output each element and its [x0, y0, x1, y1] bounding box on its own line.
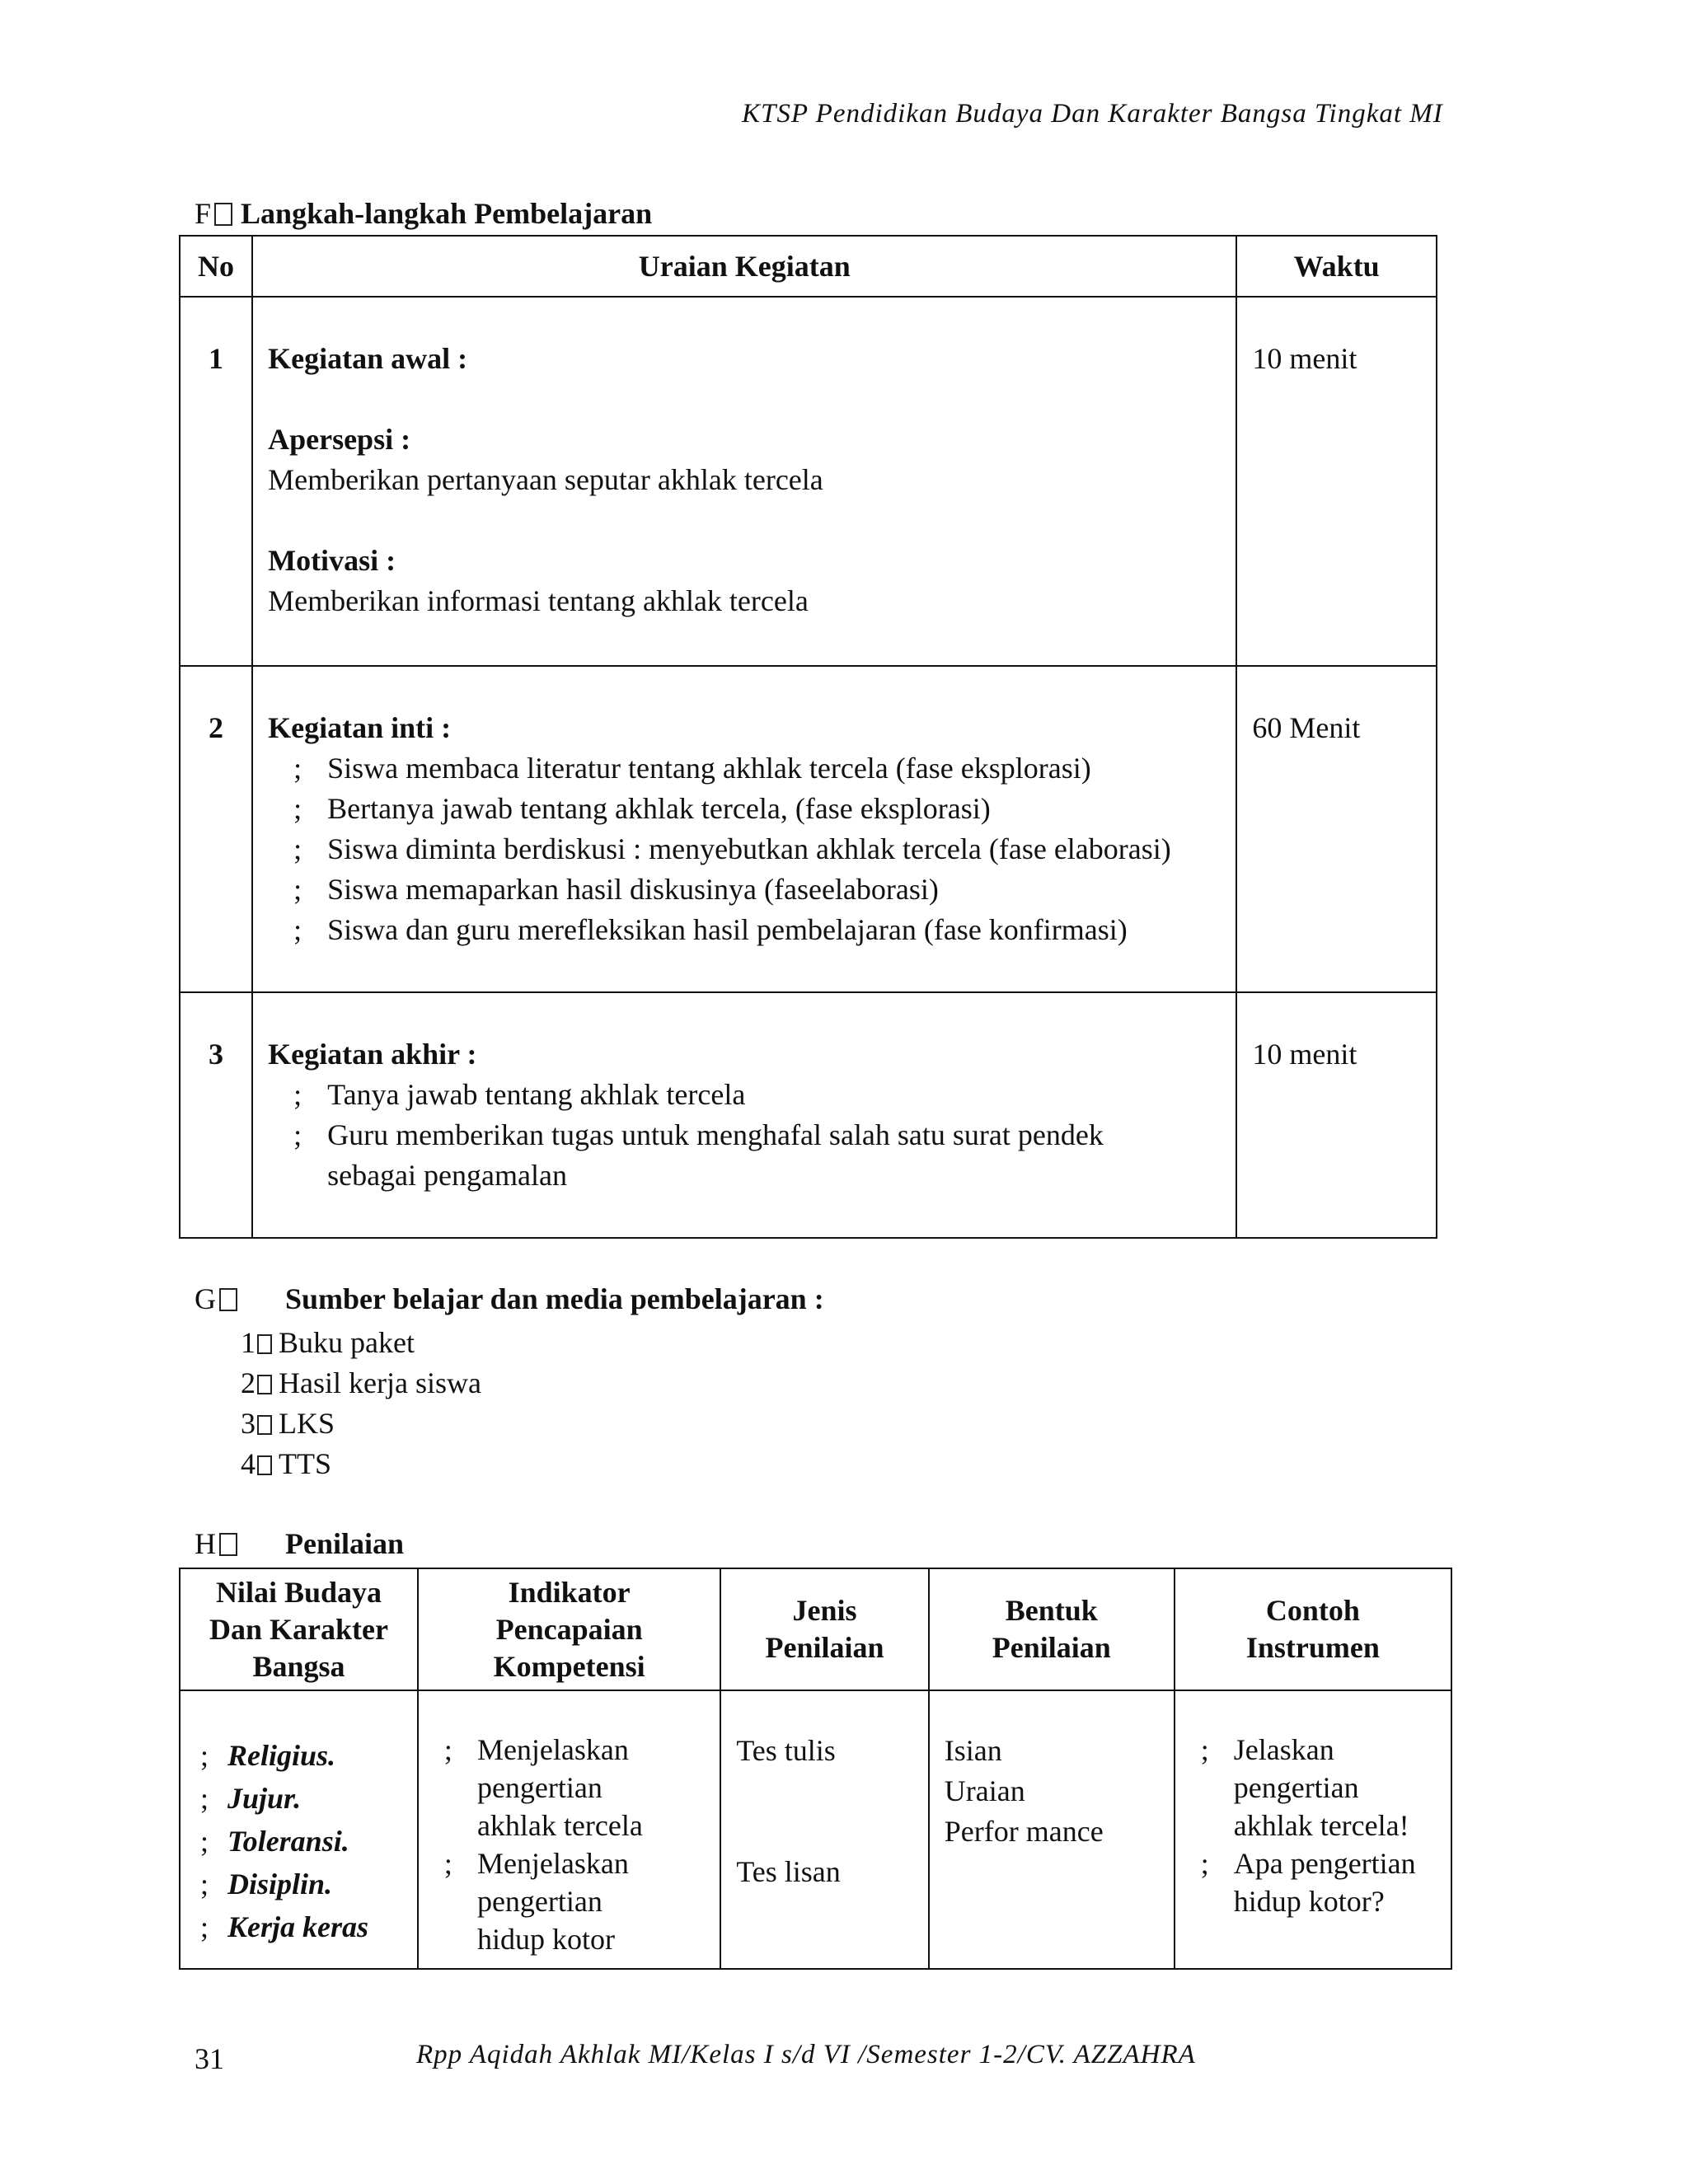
bentuk-item: Perfor mance — [944, 1815, 1104, 1848]
list-item-text: TTS — [279, 1447, 332, 1480]
bullet-marker: ; — [199, 1782, 209, 1815]
list-item — [181, 1777, 416, 1820]
row-uraian — [252, 666, 1236, 992]
list-item-text: LKS — [279, 1407, 335, 1440]
list-item — [181, 1863, 416, 1905]
table-row — [180, 992, 1437, 1238]
bullet-marker: ; — [293, 792, 302, 825]
missing-glyph-icon — [219, 1288, 237, 1311]
cell-bentuk — [929, 1690, 1175, 1969]
bullet-marker: ; — [443, 1847, 452, 1880]
table-row — [180, 297, 1437, 666]
list-item — [268, 869, 1235, 910]
bullet-marker: ; — [293, 1078, 302, 1111]
jenis-item: Tes tulis — [736, 1734, 836, 1767]
section-h-heading — [195, 1526, 404, 1561]
list-number: 2 — [241, 1366, 256, 1399]
kegiatan-inti-title: Kegiatan inti : — [268, 711, 452, 744]
list-item-text: Toleransi. — [227, 1825, 349, 1858]
missing-glyph-icon — [219, 1533, 237, 1556]
list-item-text: Disiplin. — [227, 1868, 333, 1900]
header-uraian: Uraian Kegiatan — [252, 236, 1236, 297]
section-g-letter: G — [195, 1282, 216, 1315]
section-f-title: Langkah-langkah Pembelajaran — [241, 197, 653, 230]
list-item-text: Siswa membaca literatur tentang akhlak tercela (fase eksplorasi) — [327, 752, 1091, 785]
section-f-letter: F — [195, 197, 212, 230]
table-header-row — [180, 236, 1437, 297]
list-item-text: Menjelaskan pengertian hidup kotor — [476, 1847, 629, 1956]
row-waktu: 10 menit — [1236, 297, 1437, 666]
list-item-text: Tanya jawab tentang akhlak tercela — [327, 1078, 746, 1111]
list-item-text: Religius. — [227, 1739, 336, 1772]
header-jenis: Jenis Penilaian — [720, 1568, 928, 1690]
kegiatan-awal-title: Kegiatan awal : — [268, 342, 468, 375]
table-header-row — [180, 1568, 1451, 1690]
cell-jenis — [720, 1690, 928, 1969]
list-item-text: Siswa dan guru merefleksikan hasil pembelajaran (fase konfirmasi) — [327, 913, 1128, 946]
list-item — [420, 1731, 719, 1844]
list-item-text: Guru memberikan tugas untuk menghafal salah satu surat pendek sebagai pengamalan — [327, 1118, 1104, 1192]
section-g-heading — [195, 1282, 824, 1316]
list-item-text: Kerja keras — [227, 1910, 368, 1943]
list-item — [241, 1323, 481, 1363]
assessment-table — [179, 1568, 1452, 1970]
row-waktu: 60 Menit — [1236, 666, 1437, 992]
list-item-text: Menjelaskan pengertian akhlak tercela — [476, 1733, 643, 1842]
section-g-title: Sumber belajar dan media pembelajaran : — [285, 1282, 824, 1315]
list-item — [181, 1734, 416, 1777]
bullet-marker: ; — [293, 752, 302, 785]
cell-values — [180, 1690, 418, 1969]
list-item-text: Jelaskan pengertian akhlak tercela! — [1233, 1733, 1409, 1842]
list-item-text: Apa pengertian hidup kotor? — [1233, 1847, 1416, 1918]
missing-glyph-icon — [257, 1334, 272, 1354]
learning-steps-table — [179, 235, 1437, 1239]
missing-glyph-icon — [214, 203, 232, 226]
running-header: KTSP Pendidikan Budaya Dan Karakter Bangsa Tingkat MI — [742, 99, 1443, 129]
row-uraian — [252, 992, 1236, 1238]
missing-glyph-icon — [257, 1455, 272, 1475]
list-item — [268, 789, 1235, 829]
header-contoh: Contoh Instrumen — [1175, 1568, 1451, 1690]
list-item — [420, 1844, 719, 1958]
list-item-text: Siswa diminta berdiskusi : menyebutkan akhlak tercela (fase elaborasi) — [327, 832, 1171, 865]
apersepsi-text: Memberikan pertanyaan seputar akhlak tercela — [268, 463, 823, 496]
bullet-marker: ; — [293, 873, 302, 906]
cell-indikator — [418, 1690, 720, 1969]
list-item — [1176, 1844, 1450, 1920]
bentuk-item: Uraian — [944, 1774, 1025, 1807]
section-h-title: Penilaian — [285, 1527, 405, 1560]
section-h-letter: H — [195, 1527, 216, 1560]
apersepsi-label: Apersepsi : — [268, 423, 411, 456]
bullet-marker: ; — [199, 1910, 209, 1943]
jenis-item: Tes lisan — [736, 1855, 841, 1888]
row-no: 1 — [180, 297, 252, 666]
motivasi-text: Memberikan informasi tentang akhlak tercela — [268, 584, 809, 617]
list-item — [268, 748, 1235, 789]
bentuk-item: Isian — [944, 1734, 1002, 1767]
bullet-marker: ; — [293, 832, 302, 865]
list-number: 1 — [241, 1326, 256, 1359]
bullet-marker: ; — [199, 1825, 209, 1858]
motivasi-label: Motivasi : — [268, 544, 396, 577]
bullet-marker: ; — [443, 1733, 452, 1766]
list-number: 4 — [241, 1447, 256, 1480]
row-uraian — [252, 297, 1236, 666]
list-number: 3 — [241, 1407, 256, 1440]
resource-list — [241, 1323, 481, 1484]
bullet-marker: ; — [199, 1739, 209, 1772]
page-number: 31 — [195, 2042, 224, 2075]
kegiatan-akhir-title: Kegiatan akhir : — [268, 1038, 477, 1071]
header-bentuk: Bentuk Penilaian — [929, 1568, 1175, 1690]
row-no: 3 — [180, 992, 252, 1238]
list-item-text: Hasil kerja siswa — [279, 1366, 481, 1399]
row-no: 2 — [180, 666, 252, 992]
list-item — [268, 1075, 1235, 1115]
list-item-text: Siswa memaparkan hasil diskusinya (faseelaborasi) — [327, 873, 939, 906]
table-row — [180, 666, 1437, 992]
list-item — [268, 829, 1235, 869]
list-item — [241, 1444, 481, 1484]
bullet-marker: ; — [293, 1118, 302, 1151]
cell-contoh — [1175, 1690, 1451, 1969]
list-item — [181, 1820, 416, 1863]
bullet-marker: ; — [1200, 1733, 1209, 1766]
list-item-text: Bertanya jawab tentang akhlak tercela, (fase eksplorasi) — [327, 792, 991, 825]
list-item — [1176, 1731, 1450, 1844]
list-item — [268, 910, 1235, 950]
running-footer: Rpp Aqidah Akhlak MI/Kelas I s/d VI /Semester 1-2/CV. AZZAHRA — [416, 2040, 1196, 2069]
bullet-marker: ; — [293, 913, 302, 946]
header-waktu: Waktu — [1236, 236, 1437, 297]
header-indikator: Indikator Pencapaian Kompetensi — [418, 1568, 720, 1690]
header-nilai: Nilai Budaya Dan Karakter Bangsa — [180, 1568, 418, 1690]
list-item — [268, 1115, 1235, 1196]
bullet-marker: ; — [199, 1868, 209, 1900]
list-item-text: Buku paket — [279, 1326, 415, 1359]
missing-glyph-icon — [257, 1415, 272, 1435]
missing-glyph-icon — [257, 1375, 272, 1394]
list-item-text: Jujur. — [227, 1782, 302, 1815]
list-item — [181, 1905, 416, 1948]
bullet-marker: ; — [1200, 1847, 1209, 1880]
list-item — [241, 1404, 481, 1444]
row-waktu: 10 menit — [1236, 992, 1437, 1238]
table-row — [180, 1690, 1451, 1969]
section-f-heading — [195, 196, 652, 231]
list-item — [241, 1363, 481, 1404]
header-no: No — [180, 236, 252, 297]
